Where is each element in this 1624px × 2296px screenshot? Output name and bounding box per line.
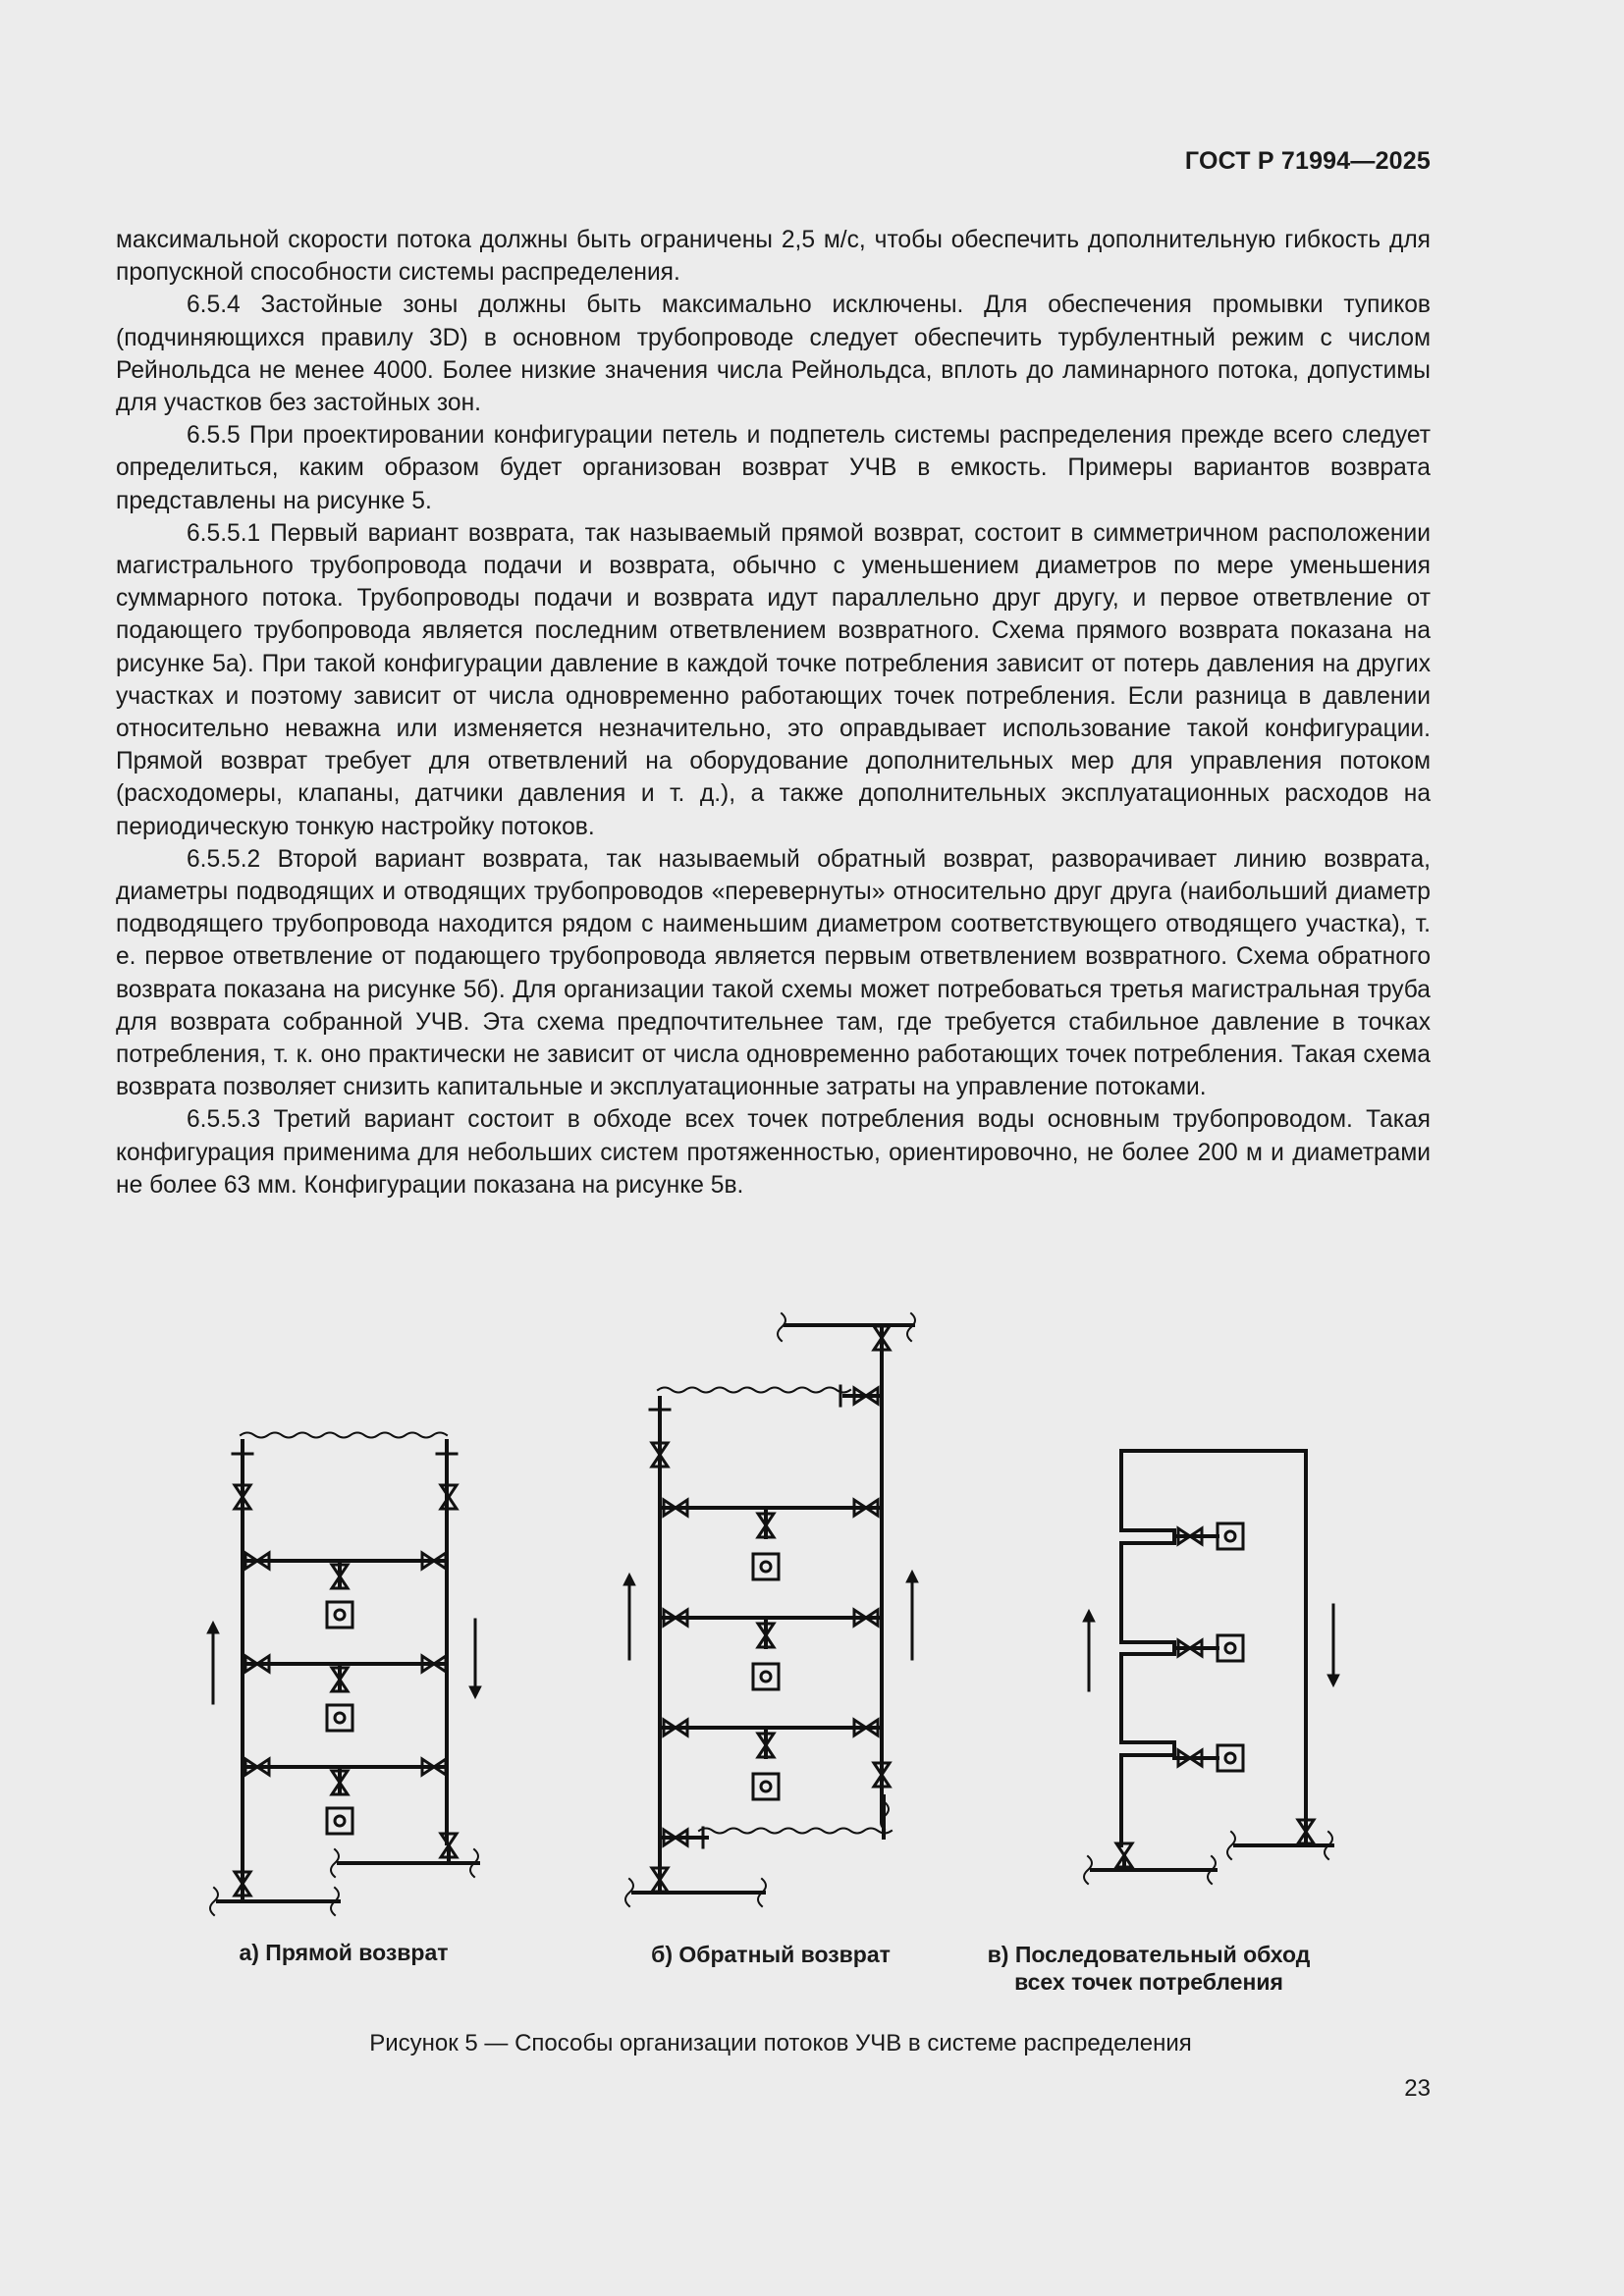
- wavy-line: [699, 1829, 892, 1834]
- body-text: [116, 224, 1431, 1201]
- consumption-point-mark: [761, 1782, 771, 1791]
- figure-5: [0, 1291, 1624, 1998]
- flow-arrowhead: [1327, 1675, 1339, 1686]
- paragraph: 6.5.5.3 Третий вариант состоит в обходе всех точек потребления воды основным трубопроводом. Такая конфигурация применима для небольших систем протяженностью, ориентировочно, не более 200 м и диаметрами не более 63 мм. Конфигурации показана на рисунке 5в.: [116, 1106, 1431, 1199]
- consumption-point-mark: [1225, 1753, 1235, 1763]
- subfigure-b-label: б) Обратный возврат: [651, 1942, 891, 1967]
- consumption-point-icon: [1218, 1523, 1243, 1549]
- paragraph: 6.5.5.2 Второй вариант возврата, так называемый обратный возврат, разворачивает линию возврата, диаметры подводящих и отводящих трубопроводов «перевернуты» относительно друг друга (наибольший диаметр подводящего трубопровода находится рядом с наименьшим диаметром соответствующего отводящего участка), т. е. первое ответвление от подающего трубопровода является первым ответвлением возвратного. Схема обратного возврата показана на рисунке 5б). Для организации такой схемы может потребоваться третья магистральная труба для возврата собранной УЧВ. Эта схема предпочтительнее там, где требуется стабильное давление в точках потребления, т. к. оно практически не зависит от числа одновременно работающих точек потребления. Такая схема возврата позволяет снизить капитальные и эксплуатационные затраты на управление потоками.: [116, 845, 1431, 1101]
- consumption-point-mark: [335, 1610, 345, 1620]
- page-number: 23: [1404, 2075, 1431, 2102]
- paragraph: 6.5.5.1 Первый вариант возврата, так называемый прямой возврат, состоит в симметричном расположении магистрального трубопровода подачи и возврата, обычно с уменьшением диаметров по мере уменьшения суммарного потока. Трубопроводы подачи и возврата идут параллельно друг другу, и первое ответвление от подающего трубопровода является последним ответвлением возвратного. Схема прямого возврата показана на рисунке 5а). При такой конфигурации давление в каждой точке потребления зависит от потерь давления на других участках и поэтому зависит от числа одновременно работающих точек потребления. Если разница в давлении относительно неважна или изменяется незначительно, это оправдывает использование такой конфигурации. Прямой возврат требует для ответвлений на оборудование дополнительных мер для управления потоком (расходомеры, клапаны, датчики давления и т. д.), а также дополнительных эксплуатационных расходов на периодическую тонкую настройку потоков.: [116, 519, 1431, 840]
- consumption-point-icon: [327, 1705, 352, 1731]
- consumption-point-mark: [761, 1562, 771, 1572]
- consumption-point-icon: [327, 1808, 352, 1834]
- consumption-point-mark: [761, 1672, 771, 1682]
- consumption-point-icon: [753, 1554, 779, 1579]
- document-header: ГОСТ Р 71994—2025: [1184, 147, 1431, 175]
- subfigure-c-label: в) Последовательный обход всех точек потребления: [987, 1942, 1311, 1995]
- consumption-point-mark: [335, 1713, 345, 1723]
- figure-caption: Рисунок 5 — Способы организации потоков УЧВ в системе распределения: [369, 2030, 1192, 2056]
- consumption-point-icon: [753, 1774, 779, 1799]
- flow-arrowhead: [1083, 1610, 1095, 1622]
- flow-diagrams: [0, 1291, 1624, 1998]
- flow-arrowhead: [906, 1571, 918, 1582]
- subfigure-a-label: а) Прямой возврат: [239, 1940, 449, 1965]
- wavy-line: [241, 1433, 447, 1438]
- consumption-point-icon: [753, 1664, 779, 1689]
- consumption-point-icon: [1218, 1635, 1243, 1661]
- wavy-line: [658, 1388, 850, 1393]
- paragraph: 6.5.5 При проектировании конфигурации петель и подпетель системы распределения прежде всего следует определиться, каким образом будет организован возврат УЧВ в емкость. Примеры вариантов возврата представлены на рисунке 5.: [116, 422, 1431, 514]
- consumption-point-mark: [1225, 1531, 1235, 1541]
- flow-arrowhead: [207, 1622, 219, 1633]
- consumption-point-mark: [335, 1816, 345, 1826]
- consumption-point-mark: [1225, 1643, 1235, 1653]
- consumption-point-icon: [1218, 1745, 1243, 1771]
- paragraph: максимальной скорости потока должны быть ограничены 2,5 м/с, чтобы обеспечить дополнительную гибкость для пропускной способности системы распределения.: [116, 227, 1431, 287]
- paragraph: 6.5.4 Застойные зоны должны быть максимально исключены. Для обеспечения промывки тупиков (подчиняющихся правилу 3D) в основном трубопроводе следует обеспечить турбулентный режим с числом Рейнольдса не менее 4000. Более низкие значения числа Рейнольдса, вплоть до ламинарного потока, допустимы для участков без застойных зон.: [116, 292, 1431, 417]
- flow-arrowhead: [469, 1686, 481, 1698]
- flow-arrowhead: [623, 1574, 635, 1585]
- consumption-point-icon: [327, 1602, 352, 1628]
